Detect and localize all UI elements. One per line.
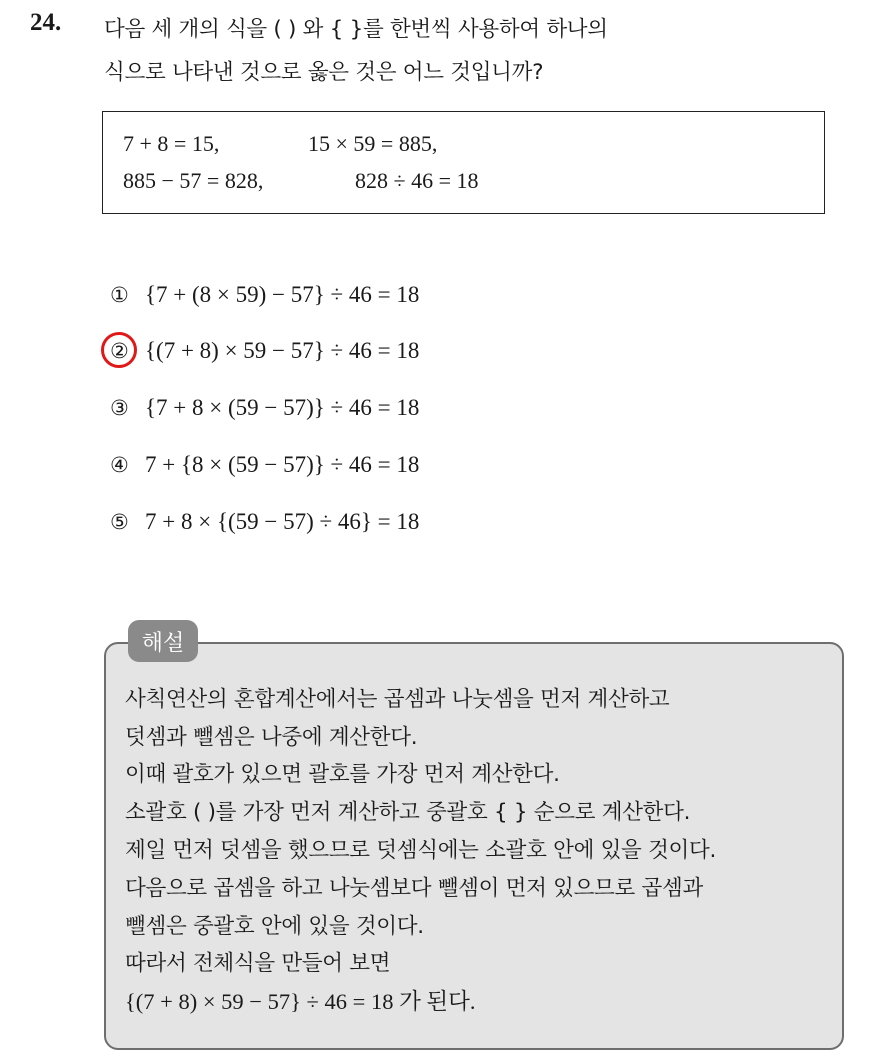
equation: 15 × 59 = 885, bbox=[308, 131, 438, 156]
explanation-final-expression: {(7 + 8) × 59 − 57} ÷ 46 = 18 가 된다. bbox=[125, 989, 476, 1014]
option-4[interactable] bbox=[110, 452, 419, 478]
explanation-line: 사칙연산의 혼합계산에서는 곱셈과 나눗셈을 먼저 계산하고 bbox=[125, 687, 670, 712]
explanation-line: 다음으로 곱셈을 하고 나눗셈보다 뺄셈이 먼저 있으므로 곱셈과 bbox=[125, 876, 703, 901]
explanation-tag: 해설 bbox=[128, 620, 198, 662]
option-expression: 7 + 8 × {(59 − 57) ÷ 46} = 18 bbox=[145, 509, 420, 534]
selected-answer-circle bbox=[101, 332, 137, 368]
question-text-line-1: 다음 세 개의 식을 ( ) 와 { }를 한번씩 사용하여 하나의 bbox=[104, 17, 608, 42]
explanation-line: 덧셈과 뺄셈은 나중에 계산한다. bbox=[125, 725, 418, 750]
option-marker: ③ bbox=[110, 396, 129, 420]
equation: 885 − 57 = 828, bbox=[123, 168, 264, 193]
equation: 7 + 8 = 15, bbox=[123, 131, 220, 156]
option-1[interactable] bbox=[110, 282, 419, 308]
explanation-line: 제일 먼저 덧셈을 했으므로 덧셈식에는 소괄호 안에 있을 것이다. bbox=[125, 838, 717, 863]
option-marker: ① bbox=[110, 283, 129, 307]
option-expression: 7 + {8 × (59 − 57)} ÷ 46 = 18 bbox=[145, 452, 420, 477]
option-expression: {(7 + 8) × 59 − 57} ÷ 46 = 18 bbox=[145, 338, 420, 363]
option-marker: ④ bbox=[110, 453, 129, 477]
question-number: 24. bbox=[30, 9, 62, 36]
equation: 828 ÷ 46 = 18 bbox=[355, 168, 479, 193]
option-expression: {7 + (8 × 59) − 57} ÷ 46 = 18 bbox=[145, 282, 420, 307]
option-5[interactable] bbox=[110, 509, 419, 535]
option-expression: {7 + 8 × (59 − 57)} ÷ 46 = 18 bbox=[145, 395, 420, 420]
explanation-line: 따라서 전체식을 만들어 보면 bbox=[125, 951, 391, 976]
option-marker: ⑤ bbox=[110, 510, 129, 534]
explanation-line: 뺄셈은 중괄호 안에 있을 것이다. bbox=[125, 914, 424, 939]
explanation-line: 소괄호 ( )를 가장 먼저 계산하고 중괄호 { } 순으로 계산한다. bbox=[125, 800, 691, 825]
option-3[interactable] bbox=[110, 395, 419, 421]
option-2[interactable] bbox=[110, 338, 419, 364]
given-equations-box bbox=[102, 111, 825, 214]
explanation-line: 이때 괄호가 있으면 괄호를 가장 먼저 계산한다. bbox=[125, 762, 560, 787]
option-marker: ② bbox=[110, 339, 129, 363]
question-text-line-2: 식으로 나타낸 것으로 옳은 것은 어느 것입니까? bbox=[104, 60, 544, 85]
